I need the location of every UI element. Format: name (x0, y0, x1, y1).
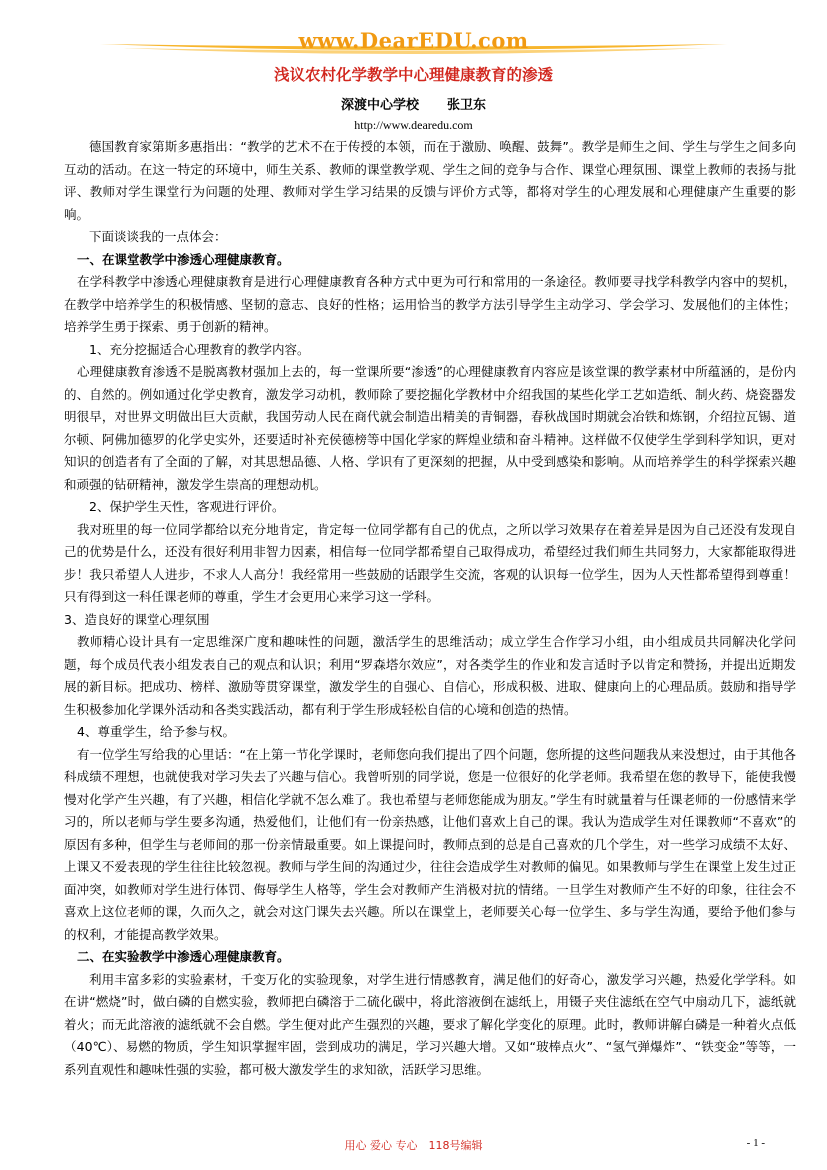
subsection-heading: 1、充分挖掘适合心理教育的教学内容。 (89, 341, 310, 357)
paragraph: 德国教育家第斯多惠指出：“教学的艺术不在于传授的本领，而在于激励、唤醒、鼓舞”。教学是师生之间、学生与学生之间多向互动的活动。在这一特定的环境中，师生关系、教师的课堂教学观、学生之间的竞争与合作、课堂心理氛围、课堂上教师的表扬与批评、教师对学生课堂行为问题的处理、教师对学生学习结果的反馈与评价方式等，都将对学生的心理发展和心理健康产生重要的影响。 (64, 139, 796, 222)
section-heading: 二、在实验教学中渗透心理健康教育。 (77, 949, 290, 964)
page-number: - 1 - (746, 1137, 765, 1149)
paragraph: 有一位学生写给我的心里话：“在上第一节化学课时，老师您向我们提出了四个问题，您所提的这些问题我从来没想过，由于其他各科成绩不理想，也就使我对学习失去了兴趣与信心。我曾听别的同学说，您是一位很好的化学老师。我希望在您的教导下，能使我慢慢对化学产生兴趣，有了兴趣，相信化学就不怎么难了。我也希望与老师您能成为朋友。”学生有时就量着与任课老师的一份感情来学习的，所以老师与学生要多沟通，热爱他们，让他们有一份亲热感，让他们喜欢上自己的课。我认为造成学生对任课教师“不喜欢”的原因有多种，但学生与老师间的那一份亲情最重要。如上课提问时，教师点到的总是自己喜欢的几个学生，对一些学习成绩不太好、上课又不爱表现的学生往往比较忽视。教师与学生间的沟通过少，往往会造成学生对教师的偏见。如果教师与学生在课堂上发生过正面冲突，如教师对学生进行体罚、侮辱学生人格等，学生会对教师产生消极对抗的情绪。一旦学生对教师产生不好的印象，往往会不喜欢上这位老师的课，久而久之，就会对这门课失去兴趣。所以在课堂上，老师要关心每一位学生、多与学生沟通，要给予他们参与的权利，才能提高教学效果。 (64, 746, 796, 942)
paragraph: 利用丰富多彩的实验素材，千变万化的实验现象，对学生进行情感教育，满足他们的好奇心，激发学习兴趣，热爱化学学科。如在讲“燃烧”时，做白磷的自燃实验，教师把白磷溶于二硫化碳中，将此溶液倒在滤纸上，用镊子夹住滤纸在空气中扇动几下，滤纸就着火；而无此溶液的滤纸就不会自燃。学生便对此产生强烈的兴趣，要求了解化学变化的原理。此时，教师讲解白磷是一种着火点低（40℃）、易燃的物质，学生知识掌握牢固，尝到成功的满足，学习兴趣大增。又如“玻棒点火”、“氢气弹爆炸”、“铁变金”等等，一系列直观性和趣味性强的实验，都可极大激发学生的求知欲，活跃学习思维。 (64, 971, 796, 1077)
paragraph: 心理健康教育渗透不是脱离教材强加上去的，每一堂课所要“渗透”的心理健康教育内容应是该堂课的教学素材中所蕴涵的，是份内的、自然的。例如通过化学史教育，激发学习动机，教师除了要挖掘化学教材中介绍我国的某些化学工艺如造纸、制火药、烧瓷器发明很早，对世界文明做出巨大贡献，我国劳动人民在商代就会制造出精美的青铜器，春秋战国时期就会冶铁和炼钢，介绍拉瓦锡、道尔顿、阿佛加德罗的化学史实外，还要适时补充侯德榜等中国化学家的辉煌业绩和奋斗精神。这样做不仅使学生学到科学知识，更对知识的创造者有了全面的了解，对其思想品德、人格、学识有了更深刻的把握，从中受到感染和影响。从而培养学生的科学探索兴趣和顽强的钻研精神，激发学生崇高的理想动机。 (64, 364, 796, 492)
paragraph: 在学科教学中渗透心理健康教育是进行心理健康教育各种方式中更为可行和常用的一条途径。教师要寻找学科教学内容中的契机，在教学中培养学生的积极情感、坚韧的意志、良好的性格；运用恰当的教学方法引导学生主动学习、学会学习、发展他们的主体性；培养学生勇于探索、勇于创新的精神。 (64, 274, 796, 334)
footer-slogan: 用心 爱心 专心 118号编辑 (344, 1139, 483, 1152)
subsection-heading: 3、造良好的课堂心理氛围 (64, 611, 210, 627)
article-title: 浅议农村化学教学中心理健康教育的渗透 (273, 66, 553, 84)
author-name: 张卫东 (447, 98, 487, 113)
subsection-heading: 2、保护学生天性，客观进行评价。 (89, 499, 285, 514)
site-logo-text[interactable]: www.DearEDU.com (298, 28, 529, 53)
paragraph: 教师精心设计具有一定思维深广度和趣味性的问题，激活学生的思维活动；成立学生合作学习小组，由小组成员共同解决化学问题，每个成员代表小组发表自己的观点和认识；利用“罗森塔尔效应”，对各类学生的作业和发言适时予以肯定和赞扬，并提出近期发展的新目标。把成功、榜样、激励等贯穿课堂，激发学生的自强心、自信心，形成积极、进取、健康向上的心理品质。鼓励和指导学生积极参加化学课外活动和各类实践活动，都有利于学生形成轻松自信的心境和创造的热情。 (64, 634, 796, 717)
subsection-heading: 4、尊重学生，给予参与权。 (77, 724, 235, 739)
article-body (64, 136, 796, 1081)
section-heading: 一、在课堂教学中渗透心理健康教育。 (77, 251, 290, 267)
author-line (0, 94, 827, 113)
paragraph: 我对班里的每一位同学都给以充分地肯定，肯定每一位同学都有自己的优点，之所以学习效果存在着差异是因为自己还没有发现自己的优势是什么，还没有很好利用非智力因素，相信每一位同学都希望自己取得成功，希望经过我们师生共同努力，大家都能取得进步！我只希望人人进步，不求人人高分！我经常用一些鼓励的话跟学生交流，客观的认识每一位学生，因为人天性都希望得到尊重！只有得到这一科任课老师的尊重，学生才会更用心来学习这一学科。 (64, 521, 796, 604)
source-url[interactable]: http://www.dearedu.com (354, 118, 473, 132)
paragraph: 下面谈谈我的一点体会： (89, 229, 227, 244)
school-name: 深渡中心学校 (340, 98, 419, 113)
